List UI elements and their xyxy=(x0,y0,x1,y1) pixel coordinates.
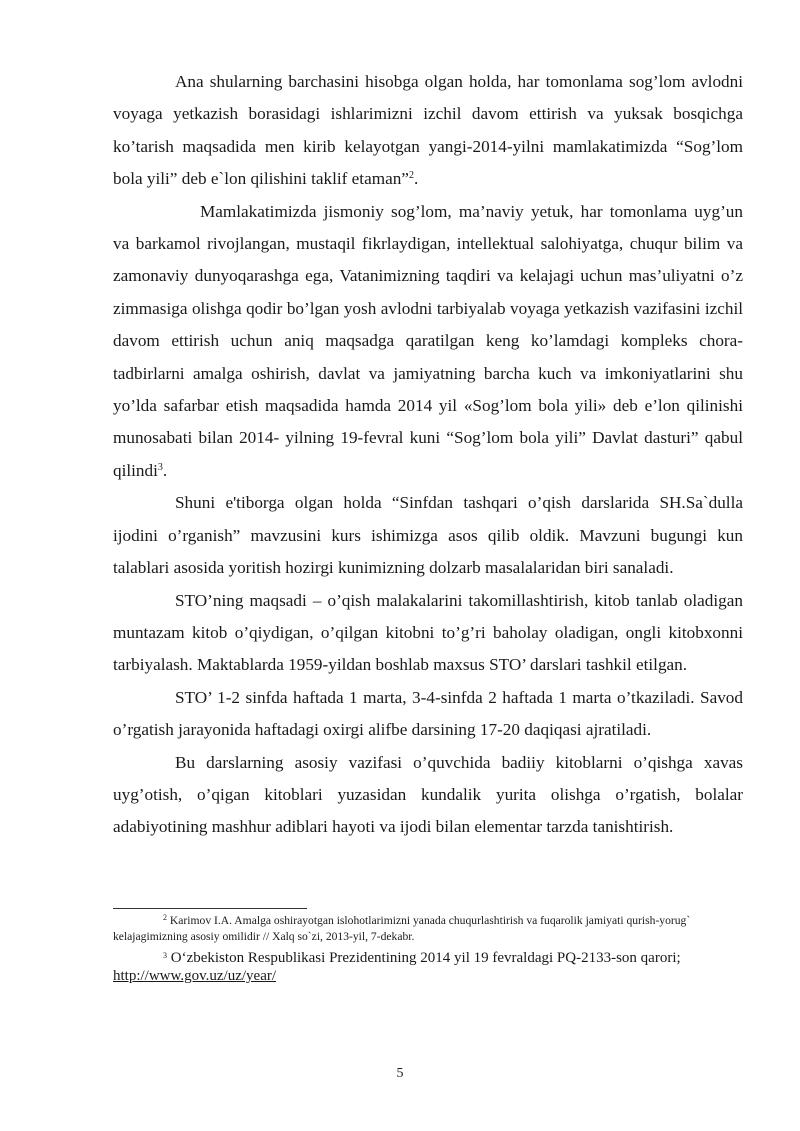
footnote-2-text: Karimov I.A. Amalga oshirayotgan islohotlarimizni yanada chuqurlashtirish va fuqarolik jamiyati qurish-yorug` kelajagimizning asosiy omilidir // Xalq so`zi, 2013-yil, 7-dekabr. xyxy=(113,914,691,943)
paragraph-2 xyxy=(113,196,743,488)
paragraph-5: STO’ 1-2 sinfda haftada 1 marta, 3-4-sinfda 2 haftada 1 marta o’tkaziladi. Savod o’rgatish jarayonida haftadagi oxirgi alifbe darsining 17-20 daqiqasi ajratiladi. xyxy=(113,687,743,740)
paragraph-2-end: . xyxy=(162,460,168,480)
paragraph-1-end: . xyxy=(413,169,419,189)
footnote-ref-2[interactable]: 2 xyxy=(408,170,414,182)
footnote-3 xyxy=(113,949,743,985)
footnotes xyxy=(113,913,743,985)
paragraph-3: Shuni e'tiborga olgan holda “Sinfdan tashqari o’qish darslarida SH.Sa`dulla ijodini o’rganish” mavzusini kurs ishimizga asos qilib oldik. Mavzuni bugungi kun talablari asosida yoritish hozirgi kunimizning dolzarb masalalaridan biri sanaladi. xyxy=(113,493,743,578)
footnote-ref-3[interactable]: 3 xyxy=(157,461,163,473)
footnote-separator xyxy=(113,908,307,909)
footnote-3-link[interactable]: http://www.gov.uz/uz/year/ xyxy=(113,968,277,984)
page-number: 5 xyxy=(396,1066,404,1081)
paragraph-1-text: Ana shularning barchasini hisobga olgan holda, har tomonlama sog’lom avlodni voyaga yetkazish borasidagi ishlarimizni izchil davom ettirish va yuksak bosqichga ko’tarish maqsadida men kirib kelayotgan yangi-2014-yilni mamlakatimizda “Sog’lom bola yili” deb e`lon qilishini taklif etaman” xyxy=(113,72,743,189)
footnote-2 xyxy=(113,913,743,945)
footnote-3-text: O‘zbekiston Respublikasi Prezidentining 2014 yil 19 fevraldagi PQ-2133-son qarori; xyxy=(170,950,681,966)
footnote-2-mark: 2 xyxy=(163,913,167,922)
paragraph-6: Bu darslarning asosiy vazifasi o’quvchida badiiy kitoblarni o’qishga xavas uyg’otish, o’qigan kitoblari yuzasidan kundalik yurita olishga o’rgatish, bolalar adabiyotining mashhur adiblari hayoti va ijodi bilan elementar tarzda tanishtirish. xyxy=(113,752,743,837)
paragraph-4: STO’ning maqsadi – o’qish malakalarini takomillashtirish, kitob tanlab oladigan muntazam kitob o’qiydigan, o’qilgan kitobni to’g’ri baholay oladigan, ongli kitobxonni tarbiyalash. Maktablarda 1959-yildan boshlab maxsus STO’ darslari tashkil etilgan. xyxy=(113,590,743,675)
paragraph-2-text: Mamlakatimizda jismoniy sog’lom, ma’naviy yetuk, har tomonlama uyg’un va barkamol rivojlangan, mustaqil fikrlaydigan, intellektual salohiyatga, chuqur bilim va zamonaviy dunyoqarashga ega, Vatanimizning taqdiri va kelajagi uchun mas’uliyatni o’z zimmasiga olishga qodir bo’lgan yosh avlodni tarbiyalab voyaga yetkazish vazifasini izchil davom ettirish uchun aniq maqsadga qaratilgan keng ko’lamdagi kompleks chora-tadbirlarni amalga oshirish, davlat va jamiyatning barcha kuch va imkoniyatlarini shu yo’lda safarbar etish maqsadida hamda 2014 yil «Sog’lom bola yili» deb e’lon qilinishi munosabati bilan 2014- yilning 19-fevral kuni “Sog’lom bola yili” Davlat dasturi” qabul qilindi xyxy=(113,201,743,480)
paragraph-1 xyxy=(113,66,743,196)
footnote-3-mark: 3 xyxy=(163,951,167,960)
document-body xyxy=(113,66,743,844)
